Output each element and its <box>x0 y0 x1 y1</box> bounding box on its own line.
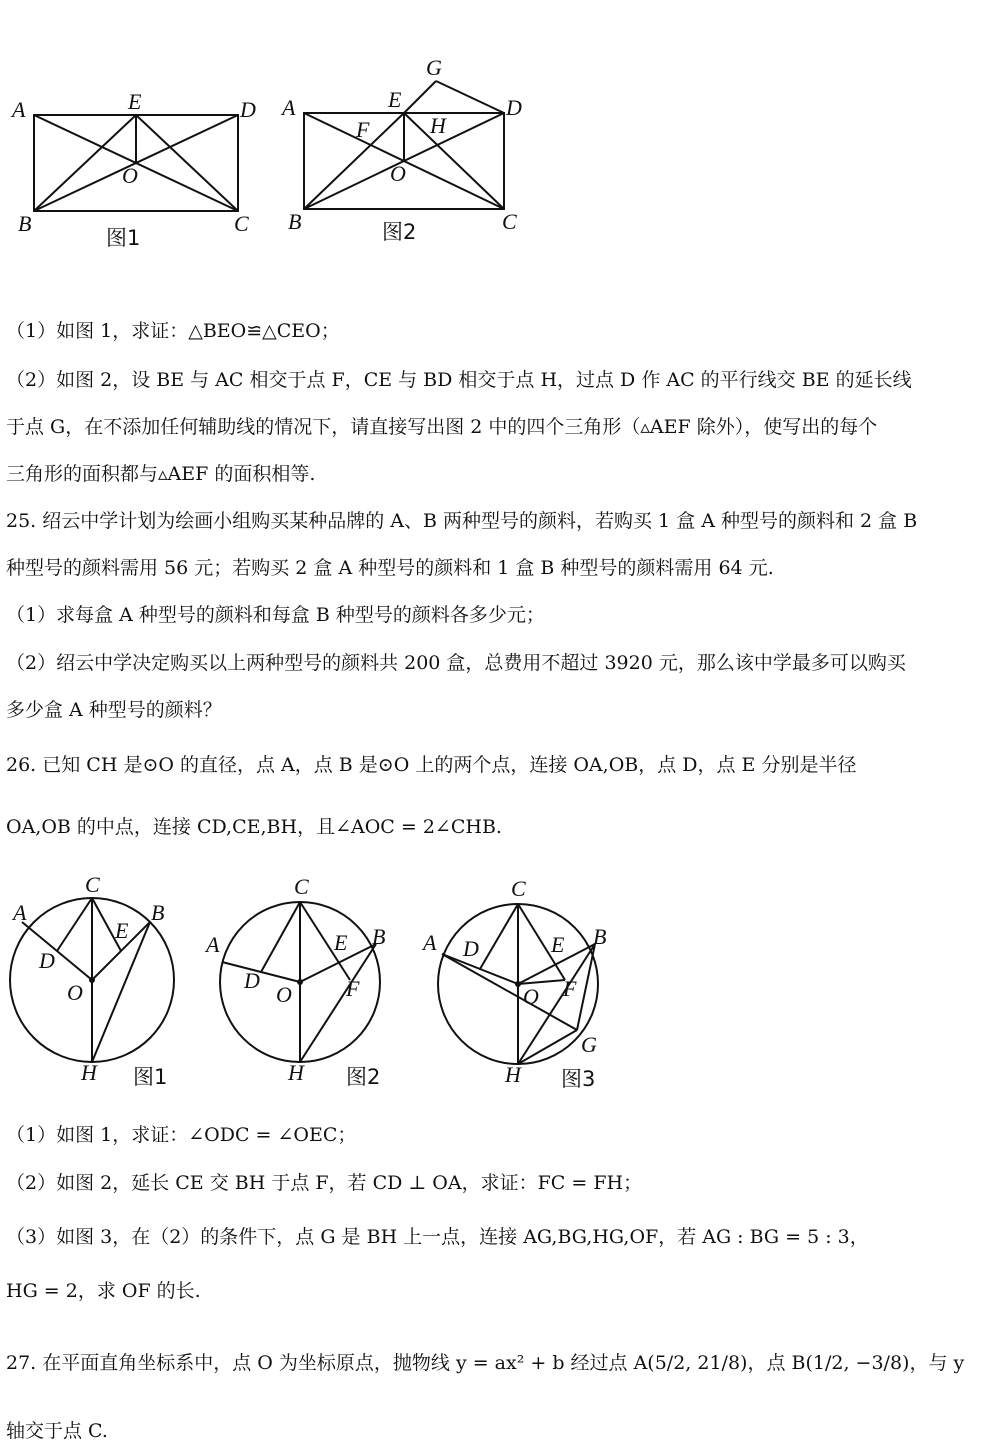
label-O: O <box>390 161 406 186</box>
label-G: G <box>426 55 442 80</box>
label-C: C <box>511 876 526 901</box>
label-D: D <box>506 95 522 120</box>
label-E: E <box>115 918 129 943</box>
label-B: B <box>18 211 32 236</box>
label-B: B <box>288 209 302 234</box>
text-line-17: 轴交于点 C. <box>6 1420 108 1442</box>
label-O: O <box>122 163 138 188</box>
label-H: H <box>505 1062 521 1087</box>
label-F: F <box>356 117 370 142</box>
figure-circle-1 <box>5 870 195 1095</box>
text-line-5: 25. 绍云中学计划为绘画小组购买某种品牌的 A、B 两种型号的颜料，若购买 1 盒 A 种型号的颜料和 2 盒 B <box>6 510 918 532</box>
label-E: E <box>128 89 142 114</box>
figure-rectangle-1 <box>10 85 260 255</box>
label-B: B <box>593 924 607 949</box>
label-H: H <box>288 1060 304 1085</box>
label-O: O <box>67 980 83 1005</box>
text-line-7: （1）求每盒 A 种型号的颜料和每盒 B 种型号的颜料各多少元； <box>6 604 545 626</box>
label-H: H <box>81 1060 97 1085</box>
text-line-14: （3）如图 3，在（2）的条件下，点 G 是 BH 上一点，连接 AG,BG,HG,OF，若 AG : BG = 5 : 3， <box>6 1226 869 1248</box>
label-C: C <box>234 211 249 236</box>
label-O: O <box>523 984 539 1009</box>
label-D: D <box>240 97 256 122</box>
label-E: E <box>551 932 565 957</box>
text-line-13: （2）如图 2，延长 CE 交 BH 于点 F，若 CD ⊥ OA，求证：FC = FH； <box>6 1172 643 1194</box>
text-line-1: （1）如图 1，求证：△BEO≌△CEO； <box>6 320 340 342</box>
label-A: A <box>282 95 296 120</box>
text-line-15: HG = 2，求 OF 的长. <box>6 1280 201 1302</box>
text-line-10: 26. 已知 CH 是⊙O 的直径，点 A，点 B 是⊙O 上的两个点，连接 OA,OB，点 D，点 E 分别是半径 <box>6 754 857 776</box>
label-B: B <box>372 924 386 949</box>
label-F: F <box>563 976 577 1001</box>
label-A: A <box>423 930 437 955</box>
figure-caption: 图1 <box>106 226 141 250</box>
text-line-11: OA,OB 的中点，连接 CD,CE,BH，且∠AOC = 2∠CHB. <box>6 816 502 838</box>
label-C: C <box>294 874 309 899</box>
text-line-2: （2）如图 2，设 BE 与 AC 相交于点 F，CE 与 BD 相交于点 H，过点 D 作 AC 的平行线交 BE 的延长线 <box>6 369 912 391</box>
figure-caption: 图3 <box>561 1067 596 1091</box>
text-line-3: 于点 G，在不添加任何辅助线的情况下，请直接写出图 2 中的四个三角形（▵AEF 除外），使写出的每个 <box>6 416 878 438</box>
figure-caption: 图2 <box>382 220 417 244</box>
label-E: E <box>334 930 348 955</box>
text-line-16: 27. 在平面直角坐标系中，点 O 为坐标原点，抛物线 y = ax² + b 经过点 A(5/2, 21/8)，点 B(1/2, −3/8)，与 y <box>6 1352 965 1374</box>
label-B: B <box>151 900 165 925</box>
label-D: D <box>39 948 55 973</box>
label-D: D <box>244 968 260 993</box>
label-O: O <box>276 982 292 1007</box>
figure-caption: 图1 <box>133 1065 168 1089</box>
figure-rectangle-2 <box>280 55 540 255</box>
label-E: E <box>388 87 402 112</box>
label-H: H <box>430 113 446 138</box>
label-F: F <box>346 976 360 1001</box>
text-line-4: 三角形的面积都与▵AEF 的面积相等. <box>6 463 316 485</box>
label-A: A <box>12 97 26 122</box>
label-A: A <box>13 900 27 925</box>
text-line-12: （1）如图 1，求证：∠ODC = ∠OEC； <box>6 1124 357 1146</box>
figure-circle-3 <box>415 870 625 1095</box>
figure-caption: 图2 <box>346 1065 381 1089</box>
label-C: C <box>502 209 517 234</box>
label-A: A <box>206 932 220 957</box>
label-G: G <box>581 1032 597 1057</box>
label-D: D <box>463 936 479 961</box>
figure-circle-2 <box>200 870 400 1095</box>
text-line-8: （2）绍云中学决定购买以上两种型号的颜料共 200 盒，总费用不超过 3920 元，那么该中学最多可以购买 <box>6 652 906 674</box>
text-line-6: 种型号的颜料需用 56 元；若购买 2 盒 A 种型号的颜料和 1 盒 B 种型号的颜料需用 64 元. <box>6 557 774 579</box>
label-C: C <box>85 872 100 897</box>
text-line-9: 多少盒 A 种型号的颜料？ <box>6 699 222 721</box>
